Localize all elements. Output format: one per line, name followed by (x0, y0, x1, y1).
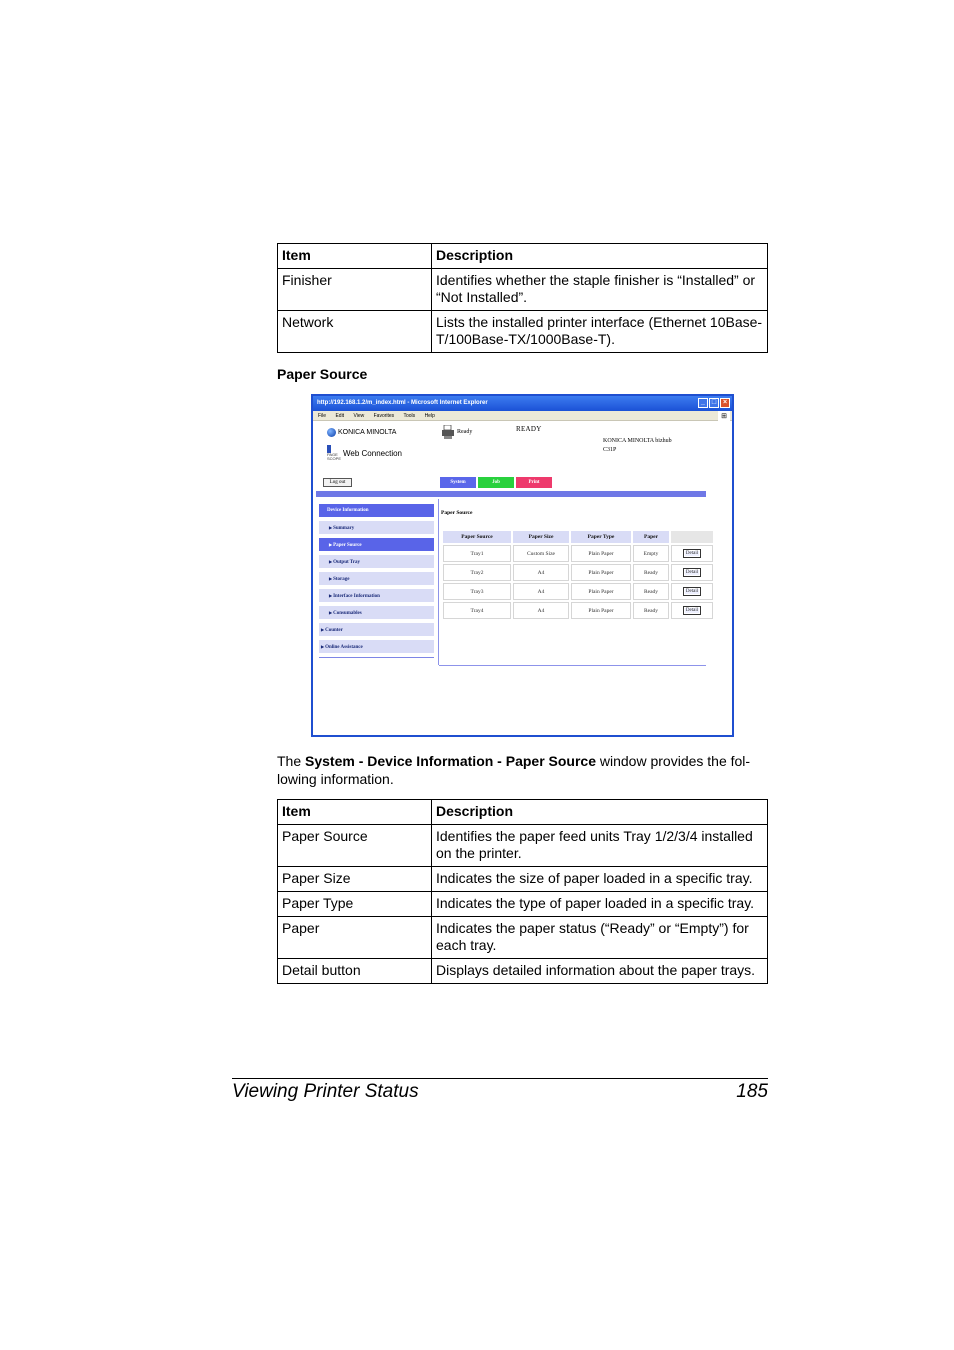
table-header-row (443, 531, 713, 543)
windows-logo-icon: ⊞ (718, 411, 730, 421)
detail-button[interactable]: Detail (683, 568, 701, 577)
table-row (278, 825, 768, 867)
description-cell: Indicates the size of paper loaded in a specific tray. (432, 867, 768, 892)
sidebar-item-output-tray[interactable] (319, 555, 434, 568)
pagescope-label: PAGE SCOPE (327, 452, 342, 461)
pagescope-icon (327, 445, 341, 461)
paper-source-cell: Tray4 (443, 602, 511, 619)
tab-print[interactable]: Print (516, 477, 552, 488)
detail-button[interactable]: Detail (683, 606, 701, 615)
paper-source-items-table (277, 799, 768, 984)
item-cell: Paper Type (278, 892, 432, 917)
section-heading: Paper Source (277, 366, 368, 382)
sidebar-item-consumables[interactable] (319, 606, 434, 619)
sidebar-item-label: Online Assistance (325, 645, 363, 650)
description-cell: Displays detailed information about the paper trays. (432, 959, 768, 984)
sidebar-item-online-assistance[interactable] (319, 640, 434, 653)
browser-screenshot (311, 394, 734, 737)
table-header-row (278, 244, 768, 269)
paper-status-cell: Ready (633, 583, 669, 600)
table-row (443, 583, 713, 600)
maximize-icon[interactable]: □ (709, 398, 719, 408)
paper-type-cell: Plain Paper (571, 564, 631, 581)
paper-status-cell: Ready (633, 602, 669, 619)
paper-source-cell: Tray1 (443, 545, 511, 562)
logout-button[interactable]: Log out (323, 478, 352, 487)
content-divider-vertical (438, 499, 439, 665)
sidebar-item-label: Summary (333, 526, 355, 531)
paper-size-cell: A4 (513, 583, 569, 600)
sidebar-item-label: Output Tray (333, 560, 360, 565)
triangle-right-icon: ▶ (329, 525, 333, 530)
printer-status-small: Ready (457, 429, 473, 435)
header-divider-bar (316, 491, 706, 497)
triangle-right-icon: ▶ (329, 542, 333, 547)
item-cell: Paper Size (278, 867, 432, 892)
table-row (278, 311, 768, 353)
table-header-row (278, 800, 768, 825)
triangle-right-icon: ▶ (321, 627, 325, 632)
detail-cell (671, 564, 713, 581)
paper-type-cell: Plain Paper (571, 545, 631, 562)
browser-menu-bar (313, 411, 732, 421)
pagescope-logo (327, 445, 402, 461)
menu-file[interactable]: File (318, 413, 327, 419)
table-row (278, 917, 768, 959)
printer-model (603, 437, 672, 455)
brand-name: KONICA MINOLTA (338, 429, 397, 436)
item-cell: Detail button (278, 959, 432, 984)
sidebar-item-label: Paper Source (333, 543, 362, 548)
item-cell: Finisher (278, 269, 432, 311)
sidebar-item-storage[interactable] (319, 572, 434, 585)
paper-size-cell: Custom Size (513, 545, 569, 562)
paper-source-cell: Tray2 (443, 564, 511, 581)
description-cell: Indicates the type of paper loaded in a specific tray. (432, 892, 768, 917)
page-number: 185 (736, 1081, 768, 1102)
column-header-description: Description (432, 244, 768, 269)
paragraph-pre: The (277, 753, 306, 769)
table-row (443, 602, 713, 619)
tab-job[interactable]: Job (478, 477, 514, 488)
sidebar-item-counter[interactable] (319, 623, 434, 636)
sidebar-item-label: Consumables (333, 611, 362, 616)
item-cell: Paper Source (278, 825, 432, 867)
paper-size-cell: A4 (513, 602, 569, 619)
menu-favorites[interactable]: Favorites (373, 413, 395, 419)
model-line-2: C31P (603, 447, 617, 453)
printer-status-display: READY (516, 425, 542, 433)
description-paragraph (277, 752, 768, 788)
tab-system[interactable]: System (440, 477, 476, 488)
konica-minolta-logo (327, 428, 396, 437)
detail-cell (671, 545, 713, 562)
table-row (443, 545, 713, 562)
paragraph-post: window provides the fol-lowing information. (277, 753, 751, 787)
footer-title: Viewing Printer Status (232, 1081, 419, 1102)
sidebar-item-paper-source[interactable] (319, 538, 434, 551)
finisher-network-table (277, 243, 768, 353)
browser-title: http://192.168.1.2/m_index.html - Microsoft Internet Explorer (317, 400, 488, 406)
sidebar-item-summary[interactable] (319, 521, 434, 534)
sidebar-item-device-information[interactable]: Device Information (319, 504, 434, 517)
menu-tools[interactable]: Tools (403, 413, 416, 419)
column-header-paper-type: Paper Type (571, 531, 631, 543)
sidebar-item-label: Counter (325, 628, 343, 633)
triangle-right-icon: ▶ (329, 559, 333, 564)
paper-size-cell: A4 (513, 564, 569, 581)
web-connection-label: Web Connection (343, 448, 402, 458)
sidebar-divider (319, 657, 434, 658)
column-header-paper: Paper (633, 531, 669, 543)
close-icon[interactable]: × (720, 398, 730, 408)
column-header-item: Item (278, 244, 432, 269)
menu-help[interactable]: Help (424, 413, 435, 419)
model-line-1: KONICA MINOLTA bizhub (603, 438, 672, 444)
triangle-right-icon: ▶ (329, 576, 333, 581)
content-divider-horizontal (439, 665, 706, 666)
description-cell: Indicates the paper status (“Ready” or “Empty”) for each tray. (432, 917, 768, 959)
sidebar-item-interface-information[interactable] (319, 589, 434, 602)
table-row (278, 867, 768, 892)
paragraph-bold: System - Device Information - Paper Source (305, 753, 596, 769)
column-header-blank (671, 531, 713, 543)
column-header-description: Description (432, 800, 768, 825)
paper-type-cell: Plain Paper (571, 583, 631, 600)
column-header-item: Item (278, 800, 432, 825)
footer-rule (232, 1078, 768, 1079)
paper-status-cell: Empty (633, 545, 669, 562)
description-cell: Identifies the paper feed units Tray 1/2/3/4 installed on the printer. (432, 825, 768, 867)
triangle-right-icon: ▶ (329, 610, 333, 615)
triangle-right-icon: ▶ (321, 644, 325, 649)
description-cell: Lists the installed printer interface (Ethernet 10Base-T/100Base-TX/1000Base-T). (432, 311, 768, 353)
sidebar-item-label: Interface Information (333, 594, 380, 599)
table-row (443, 564, 713, 581)
detail-button[interactable]: Detail (683, 587, 701, 596)
sidebar-item-label: Storage (333, 577, 350, 582)
description-cell: Identifies whether the staple finisher is “Installed” or “Not Installed”. (432, 269, 768, 311)
item-cell: Paper (278, 917, 432, 959)
browser-title-bar (313, 396, 732, 411)
konica-minolta-globe-icon (327, 428, 336, 437)
column-header-paper-source: Paper Source (443, 531, 511, 543)
table-row (278, 959, 768, 984)
detail-cell (671, 583, 713, 600)
triangle-right-icon: ▶ (329, 593, 333, 598)
printer-icon (442, 425, 454, 439)
item-cell: Network (278, 311, 432, 353)
column-header-paper-size: Paper Size (513, 531, 569, 543)
detail-cell (671, 602, 713, 619)
paper-source-cell: Tray3 (443, 583, 511, 600)
sidebar-nav (319, 504, 434, 658)
paper-type-cell: Plain Paper (571, 602, 631, 619)
content-title: Paper Source (441, 510, 473, 516)
paper-source-table (441, 529, 715, 621)
paper-status-cell: Ready (633, 564, 669, 581)
menu-edit[interactable]: Edit (335, 413, 345, 419)
table-row (278, 892, 768, 917)
table-row (278, 269, 768, 311)
detail-button[interactable]: Detail (683, 549, 701, 558)
menu-view[interactable]: View (353, 413, 365, 419)
minimize-icon[interactable]: _ (698, 398, 708, 408)
